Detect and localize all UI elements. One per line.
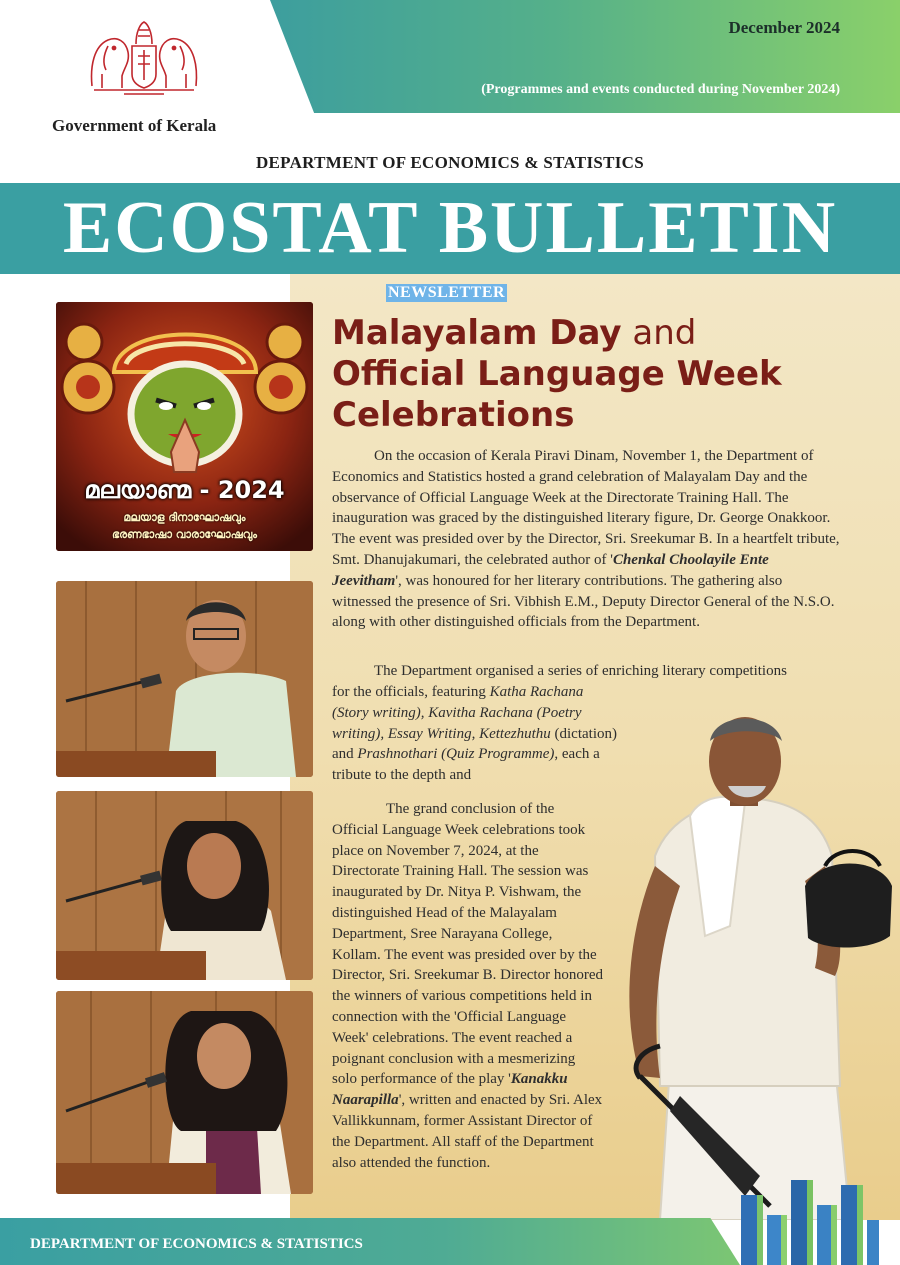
play-title: Kanakku Naarapilla [332,1071,568,1109]
bulletin-title: ECOSTAT BULLETIN [62,187,838,269]
government-name: Government of Kerala [52,116,217,135]
para2-text-a: The Department organised a series of enriching literary competitions [374,663,787,679]
department-name: DEPARTMENT OF ECONOMICS & STATISTICS [255,153,645,172]
heading-malayalam-day: Malayalam Day [332,313,622,353]
article-paragraph-2-first-line [332,661,842,682]
para2-text-d: (dictation) and [332,725,617,763]
para2-text-b: for the officials, featuring [332,684,490,700]
issue-subtitle: (Programmes and events conducted during November 2024) [481,82,840,97]
article-paragraph-1 [332,446,842,633]
speaker-photo-woman-1 [56,791,313,980]
article-paragraph-2-wrap [332,682,622,786]
para2-text-f: , each a tribute to the depth and [332,746,600,784]
para1-text-a: On the occasion of Kerala Piravi Dinam, November 1, the Department of Economics and Statistics hosted a grand celebration of Malayalam Day and the observance of Official Language Week at the Directorate Training Hall. The inauguration was graced by the distinguished literary figure, Dr. George Onakkoor. The event was presided over by the Director, Sri. Sreekumar B. In a heartfelt tribute, Smt. Dhanujakumari, the celebrated author of ' [332,448,840,568]
performer-photo [600,706,900,1220]
para3-text-b: ', written and enacted by Sri. Alex Vallikkunnam, former Assistant Director of the Department. All staff of the Department also attended the function. [332,1092,603,1171]
competition-names: Katha Rachana (Story writing), Kavitha Rachana (Poetry writing), Essay Writing, Kettezhuthu [332,684,584,742]
issue-date: December 2024 [728,18,840,37]
book-title: Chenkal Choolayile Ente Jeevitham [332,551,769,589]
heading-and: and [621,313,697,353]
poster-subtitle-1: മലയാള ദിനാഘോഷവും [123,511,246,524]
section-label: NEWSLETTER [388,284,506,301]
heading-celebrations: Celebrations [332,395,575,435]
quiz-name: Prashnothari (Quiz Programme) [357,746,555,763]
poster-subtitle-2: ഭരണഭാഷാ വാരാഘോഷവും [112,528,257,541]
buildings-icon [735,1170,885,1265]
malayanma-poster-image [56,302,313,551]
article-paragraph-3 [332,799,604,1173]
para1-text-b: ', was honoured for her literary contributions. The gathering also witnessed the presence of Sri. Vibhish E.M., Deputy Director General of the N.S.O. along with other distinguished officials from the Department. [332,572,835,631]
footer-department-name: DEPARTMENT OF ECONOMICS & STATISTICS [30,1236,363,1252]
speaker-photo-man [56,581,313,777]
para3-text-a: The grand conclusion of the Official Language Week celebrations took place on November 7, 2024, at the Directorate Training Hall. The session was inaugurated by Dr. Nitya P. Vishwam, the distinguished Head of the Malayalam Department, Sree Narayana College, Kollam. The event was presided over by the Director, Sri. Sreekumar B. Director honored the winners of various competitions held in connection with the 'Official Language Week' celebrations. The event reached a poignant conclusion with a mesmerizing solo performance of the play ' [332,801,603,1088]
poster-title: മലയാണ്മ - 2024 [84,476,285,504]
article-heading [332,313,812,436]
heading-official-language-week: Official Language Week [332,354,782,394]
speaker-photo-woman-2 [56,991,313,1194]
kerala-emblem-icon [84,16,204,98]
